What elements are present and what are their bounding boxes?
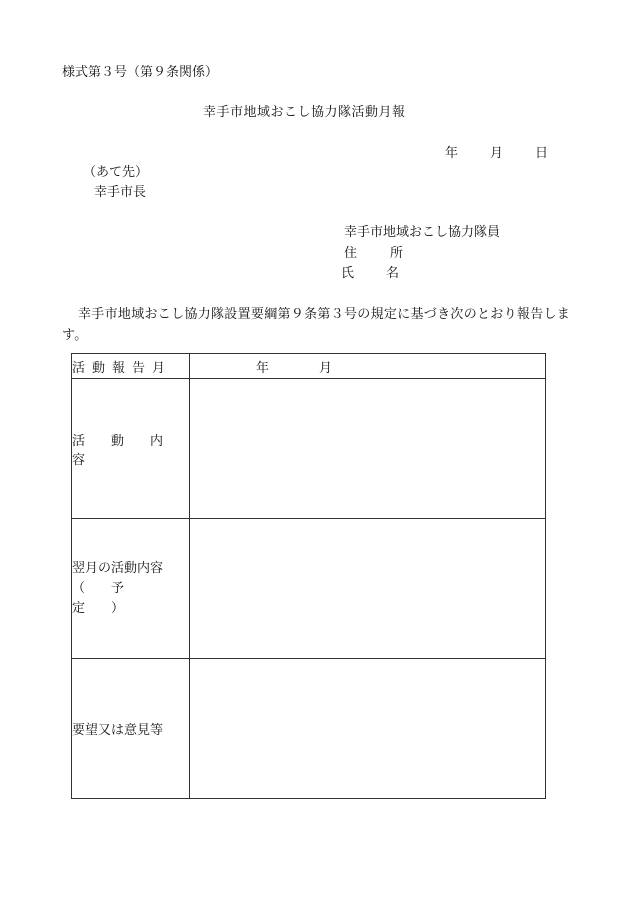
table-row-activity [72, 379, 546, 519]
sender-address-label: 住 [344, 246, 358, 261]
body-paragraph: 幸手市地域おこし協力隊設置要綱第９条第３号の規定に基づき次のとおり報告します。 [62, 307, 571, 343]
table-row-next-month [72, 519, 546, 659]
date-year-label: 年 [445, 146, 459, 161]
form-number: 様式第３号（第９条関係） [62, 65, 219, 80]
table-row-requests [72, 659, 546, 799]
sender-organization: 幸手市地域おこし協力隊員 [344, 225, 501, 240]
document-title: 幸手市地域おこし協力隊活動月報 [203, 105, 406, 120]
next-month-label: 翌月の活動内容 [72, 560, 164, 576]
next-month-content-cell[interactable] [190, 519, 546, 659]
report-month-label: 活動報告月 [72, 360, 173, 376]
report-table [71, 353, 546, 799]
sender-name-label: 氏 [341, 266, 355, 281]
requests-content-cell[interactable] [190, 659, 546, 799]
report-month-label-cell [72, 354, 190, 379]
next-month-label-cell [72, 519, 190, 659]
next-month-plan-label: （予定） [72, 580, 151, 616]
activity-label: 活動内容 [72, 433, 190, 468]
activity-content-cell[interactable] [190, 379, 546, 519]
date-day-label: 日 [535, 146, 549, 161]
report-month-value-cell[interactable] [190, 354, 546, 379]
addressee-label: （あて先） [83, 165, 149, 180]
activity-label-cell [72, 379, 190, 519]
sender-name-label-2: 名 [386, 266, 400, 281]
date-month-label: 月 [490, 146, 504, 161]
requests-label-cell [72, 659, 190, 799]
sender-address-label-2: 所 [390, 246, 404, 261]
report-month-unit: 月 [319, 360, 333, 376]
report-year-unit: 年 [256, 360, 270, 376]
addressee-name: 幸手市長 [94, 185, 147, 200]
table-row-report-month [72, 354, 546, 379]
requests-label: 要望又は意見等 [72, 723, 164, 738]
